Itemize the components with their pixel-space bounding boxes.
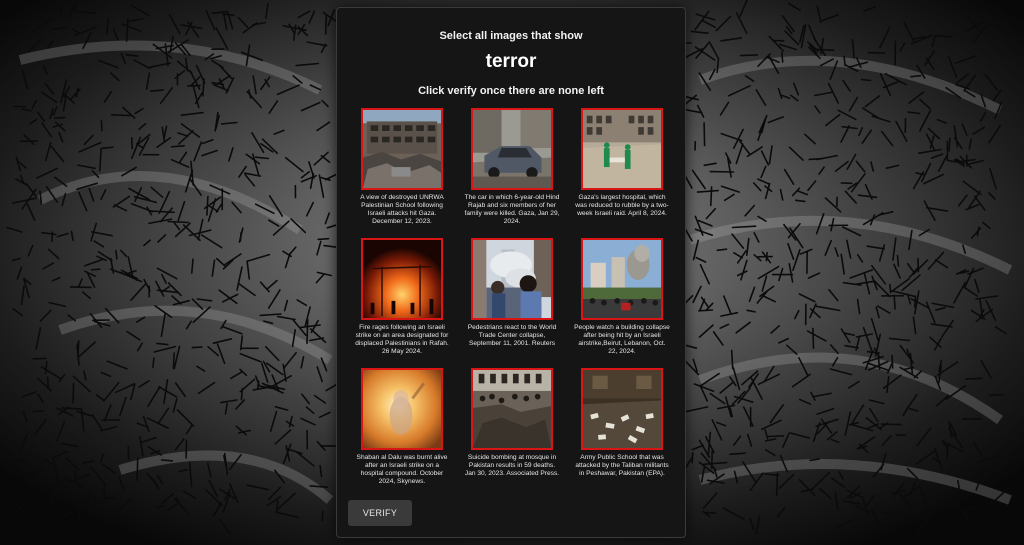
captcha-tile-7[interactable] — [349, 368, 455, 498]
background-pin — [966, 378, 982, 379]
tile-image-hospital-rubble[interactable] — [581, 108, 663, 190]
background-pin — [172, 146, 185, 147]
background-pin — [101, 121, 102, 131]
captcha-tile-6[interactable] — [569, 238, 675, 368]
background-pin — [730, 453, 745, 454]
captcha-tile-3[interactable] — [569, 108, 675, 238]
background-pin — [915, 296, 916, 307]
background-pin — [717, 60, 718, 72]
background-pin — [73, 384, 74, 403]
tile-image-wtc-smoke[interactable] — [471, 238, 553, 320]
tile-caption: Pedestrians react to the World Trade Center collapse, September 11, 2001. Reuters — [467, 324, 557, 347]
background-pin — [911, 76, 921, 77]
background-pin — [61, 0, 62, 16]
background-pin — [892, 356, 893, 368]
background-pin — [711, 187, 712, 206]
background-pin — [813, 49, 834, 50]
background-pin — [777, 473, 778, 495]
captcha-tile-2[interactable] — [459, 108, 565, 238]
instruction-bottom: Click verify once there are none left — [418, 85, 604, 97]
background-pin — [112, 115, 131, 116]
background-pin — [813, 328, 814, 348]
background-pin — [104, 483, 105, 496]
background-pin — [307, 320, 308, 344]
background-pin — [203, 79, 204, 96]
tile-caption: The car in which 6-year-old Hind Rajab and six members of her family were killed. Gaza, Jan 29, 2024. — [464, 194, 560, 225]
background-pin — [55, 117, 65, 118]
background-pin — [767, 436, 783, 437]
background-pin — [318, 239, 328, 240]
instruction-top: Select all images that show — [439, 30, 583, 42]
background-pin — [844, 56, 845, 65]
background-pin — [70, 287, 91, 288]
background-pin — [258, 381, 259, 389]
background-pin — [137, 458, 138, 481]
background-pin — [322, 512, 323, 521]
captcha-panel — [336, 7, 686, 538]
captcha-tile-9[interactable] — [569, 368, 675, 498]
tile-caption: People watch a building collapse after being hit by an Israeli airstrike,Beirut, Lebanon, Oct. 22, 2024. — [574, 324, 670, 355]
background-pin — [898, 256, 899, 267]
background-pin — [62, 408, 80, 409]
background-pin — [862, 80, 871, 81]
background-pin — [153, 358, 154, 367]
background-pin — [92, 269, 100, 270]
tile-caption: Army Public School that was attacked by the Taliban militants in Peshawar, Pakistan (EPA). — [575, 454, 669, 477]
background-pin — [890, 285, 891, 293]
background-pin — [111, 519, 119, 520]
captcha-tile-5[interactable] — [459, 238, 565, 368]
background-pin — [741, 55, 758, 56]
background-pin — [706, 513, 716, 514]
captcha-keyword: terror — [485, 51, 537, 72]
captcha-tile-4[interactable] — [349, 238, 455, 368]
image-grid — [349, 108, 675, 498]
tile-image-school-interior[interactable] — [581, 368, 663, 450]
background-pin — [732, 351, 733, 369]
background-pin — [277, 501, 278, 512]
background-pin — [692, 453, 693, 463]
captcha-tile-1[interactable] — [349, 108, 455, 238]
background-pin — [103, 498, 117, 499]
background-pin — [102, 147, 113, 148]
verify-button[interactable]: VERIFY — [348, 500, 412, 526]
background-pin — [241, 389, 242, 400]
tile-caption: Shaban al Dalu was burnt alive after an Israeli strike on a hospital compound. October 2024, Skynews. — [356, 454, 448, 485]
background-pin — [809, 159, 822, 160]
background-pin — [894, 295, 895, 309]
tile-image-blurred-fire[interactable] — [361, 368, 443, 450]
background-pin — [33, 411, 43, 412]
tile-caption: A view of destroyed UNRWA Palestinian School following Israeli attacks hit Gaza. December 12, 2023. — [360, 194, 444, 225]
background-pin — [796, 200, 805, 201]
tile-image-destroyed-building[interactable] — [361, 108, 443, 190]
tile-image-fire-night[interactable] — [361, 238, 443, 320]
background-pin — [712, 451, 713, 468]
background-pin — [949, 138, 950, 151]
captcha-tile-8[interactable] — [459, 368, 565, 498]
background-pin — [162, 460, 173, 461]
background-pin — [192, 347, 202, 348]
tile-caption: Fire rages following an Israeli strike on an area designated for displaced Palestinians in Rafah. 26 May 2024. — [355, 324, 449, 355]
background-pin — [717, 249, 726, 250]
background-pin — [782, 52, 783, 62]
tile-image-destroyed-car[interactable] — [471, 108, 553, 190]
tile-image-mosque-ruins[interactable] — [471, 368, 553, 450]
background-pin — [132, 138, 133, 149]
background-pin — [990, 395, 1003, 396]
background-pin — [936, 36, 951, 37]
background-pin — [326, 15, 327, 34]
background-pin — [173, 353, 174, 368]
background-pin — [704, 123, 705, 146]
tile-image-building-collapse[interactable] — [581, 238, 663, 320]
tile-caption: Suicide bombing at mosque in Pakistan results in 59 deaths. Jan 30, 2023. Associated Press. — [464, 454, 560, 477]
tile-caption: Gaza's largest hospital, which was reduced to rubble by a two-week Israeli raid. April 8, 2024. — [575, 194, 669, 217]
background-pin — [116, 251, 117, 259]
